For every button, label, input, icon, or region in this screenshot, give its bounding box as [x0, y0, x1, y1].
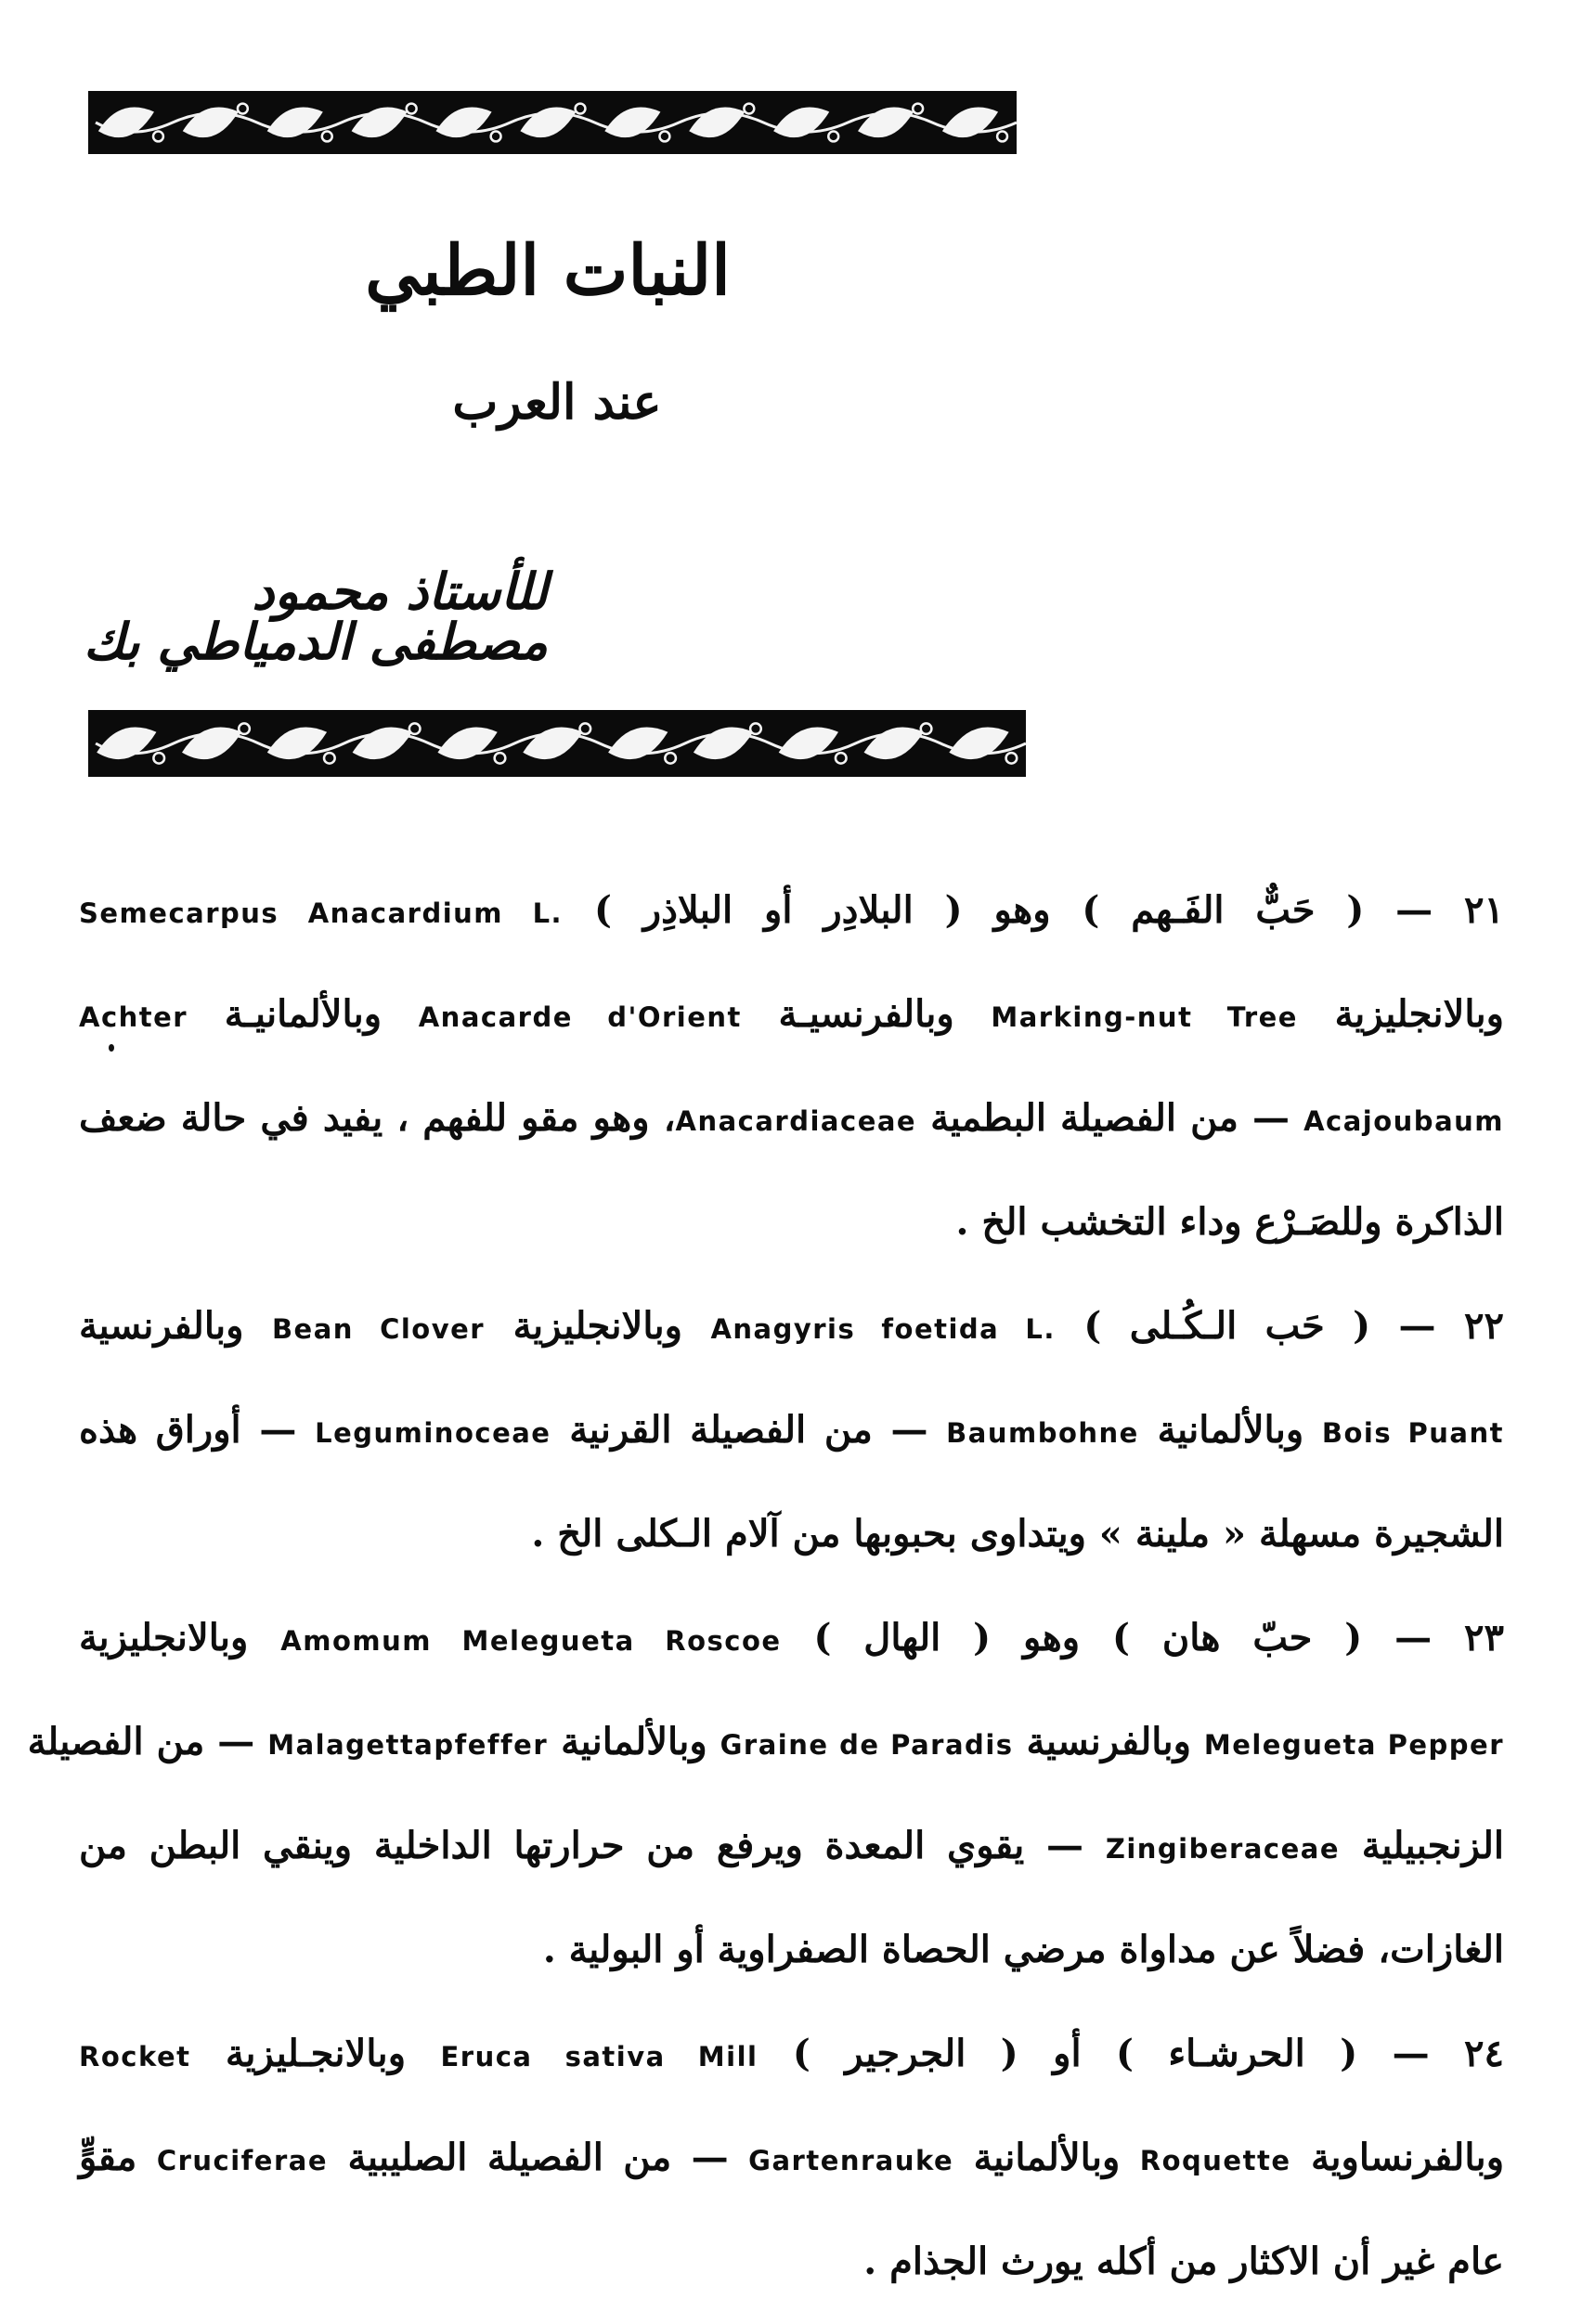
- ink-speck: [109, 1044, 114, 1052]
- entry-24: [79, 2002, 1504, 2314]
- text-line: [79, 1482, 1504, 1586]
- text-line: [79, 2002, 1504, 2106]
- arabic-text: ٢٣ — ( حبّ هان ) وهو ( الهال ): [781, 1616, 1505, 1659]
- arabic-text: عام غير أن الاكثار من أكله يورث الجذام .: [863, 2240, 1504, 2283]
- latin-term: Anagyris foetida L.: [710, 1313, 1056, 1345]
- arabic-text: وبالانجليزية: [485, 1304, 711, 1348]
- arabic-text: الشجيرة مسهلة « ملينة » ويتداوى بحبوبها من آلام الـكلى الخ .: [531, 1512, 1504, 1556]
- entry-23: [27, 1586, 1505, 2002]
- latin-term: Eruca sativa Mill: [440, 2041, 759, 2072]
- arabic-text: وبالألمانية: [1138, 1408, 1322, 1452]
- arabic-text: الزنجبيلية: [1340, 1824, 1505, 1867]
- latin-term: Malagettapfeffer: [267, 1729, 549, 1761]
- author-byline: للأستاذ محمود مصطفى الدمياطي بك: [84, 562, 548, 671]
- text-line: [79, 1274, 1504, 1378]
- arabic-text: وبالفرنسية: [1013, 1720, 1204, 1763]
- latin-term: Bean Clover: [271, 1313, 486, 1345]
- text-line: [79, 2106, 1504, 2210]
- latin-term: Anacardiaceae: [675, 1105, 917, 1137]
- arabic-text: وبالألمانيـة: [188, 992, 419, 1036]
- entry-22: [79, 1274, 1504, 1586]
- latin-term: Semecarpus Anacardium L.: [79, 897, 564, 929]
- latin-term: Leguminoceae: [315, 1417, 551, 1449]
- arabic-text: ٢٤ — ( الحرشـاء ) أو ( الجرجير ): [758, 2032, 1505, 2075]
- latin-term: Melegueta Pepper: [1203, 1729, 1504, 1761]
- arabic-text: الغازات، فضلاً عن مداواة مرضي الحصاة الصفراوية أو البولية .: [542, 1928, 1504, 1971]
- page-subtitle: عند العرب: [452, 374, 662, 431]
- arabic-text: وبالألمانية: [548, 1720, 720, 1763]
- text-line: [79, 1066, 1504, 1170]
- arabic-text: — من الفصيلة القرنية: [551, 1408, 947, 1452]
- arabic-text: وبالألمانية: [953, 2136, 1140, 2179]
- latin-term: Graine de Paradis: [720, 1729, 1014, 1761]
- latin-term: Rocket: [79, 2041, 191, 2072]
- arabic-text: — من الفصيلة: [27, 1720, 268, 1763]
- text-line: [79, 1794, 1504, 1898]
- arabic-text: الذاكرة وللصَـرْع وداء التخشب الخ .: [955, 1200, 1504, 1244]
- arabic-text: — يقوي المعدة ويرفع من حرارتها الداخلية وينقي البطن من: [79, 1824, 1106, 1867]
- text-line: [79, 962, 1504, 1066]
- arabic-text: مقوٍّ: [79, 2136, 157, 2179]
- text-line: [79, 2210, 1504, 2314]
- arabic-text: وبالانجليزية: [79, 1616, 281, 1659]
- latin-term: Amomum Melegueta Roscoe: [280, 1625, 782, 1657]
- latin-term: Baumbohne: [946, 1417, 1139, 1449]
- arabic-text: — أوراق هذه: [79, 1408, 316, 1452]
- latin-term: Cruciferae: [156, 2145, 328, 2176]
- latin-term: Zingiberaceae: [1105, 1833, 1341, 1865]
- text-line: [79, 1378, 1504, 1482]
- arabic-text: — من الفصيلة البطمية: [916, 1096, 1304, 1140]
- ornament-banner-bottom: [88, 710, 1026, 777]
- text-line: [79, 1898, 1504, 2002]
- latin-term: Acajoubaum: [1303, 1105, 1504, 1137]
- latin-term: Anacarde d'Orient: [418, 1001, 742, 1033]
- arabic-text: — من الفصيلة الصليبية: [328, 2136, 749, 2179]
- latin-term: Bois Puant: [1321, 1417, 1504, 1449]
- text-line: [27, 1690, 1504, 1794]
- arabic-text: وبالفرنسية: [79, 1304, 272, 1348]
- arabic-text: وبالانجليزية: [1297, 992, 1504, 1036]
- arabic-text: ، وهو مقو للفهم ، يفيد في حالة ضعف: [79, 1096, 676, 1140]
- text-line: [79, 1586, 1504, 1690]
- entry-21: [79, 859, 1504, 1274]
- latin-term: Roquette: [1139, 2145, 1291, 2176]
- latin-term: Gartenrauke: [748, 2145, 954, 2176]
- text-line: [79, 859, 1504, 962]
- arabic-text: وبالفرنسيـة: [741, 992, 992, 1036]
- latin-term: Achter: [79, 1001, 188, 1033]
- latin-term: Marking-nut Tree: [991, 1001, 1298, 1033]
- arabic-text: وبالانجـليزية: [190, 2032, 441, 2075]
- article-body: [27, 859, 1505, 2314]
- vine-ornament-icon: [88, 710, 1026, 777]
- arabic-text: ٢٢ — ( حَب الـكُـلى ): [1055, 1304, 1505, 1348]
- arabic-text: ٢١ — ( حَبٌّ الفَـهم ) وهو ( البلادِر أو البلاذِر ): [563, 888, 1504, 932]
- ornament-banner-top: [88, 91, 1017, 154]
- arabic-text: وبالفرنساوية: [1290, 2136, 1505, 2179]
- page-title: النبات الطبي: [365, 231, 731, 311]
- text-line: [79, 1170, 1504, 1274]
- vine-ornament-icon: [88, 91, 1017, 154]
